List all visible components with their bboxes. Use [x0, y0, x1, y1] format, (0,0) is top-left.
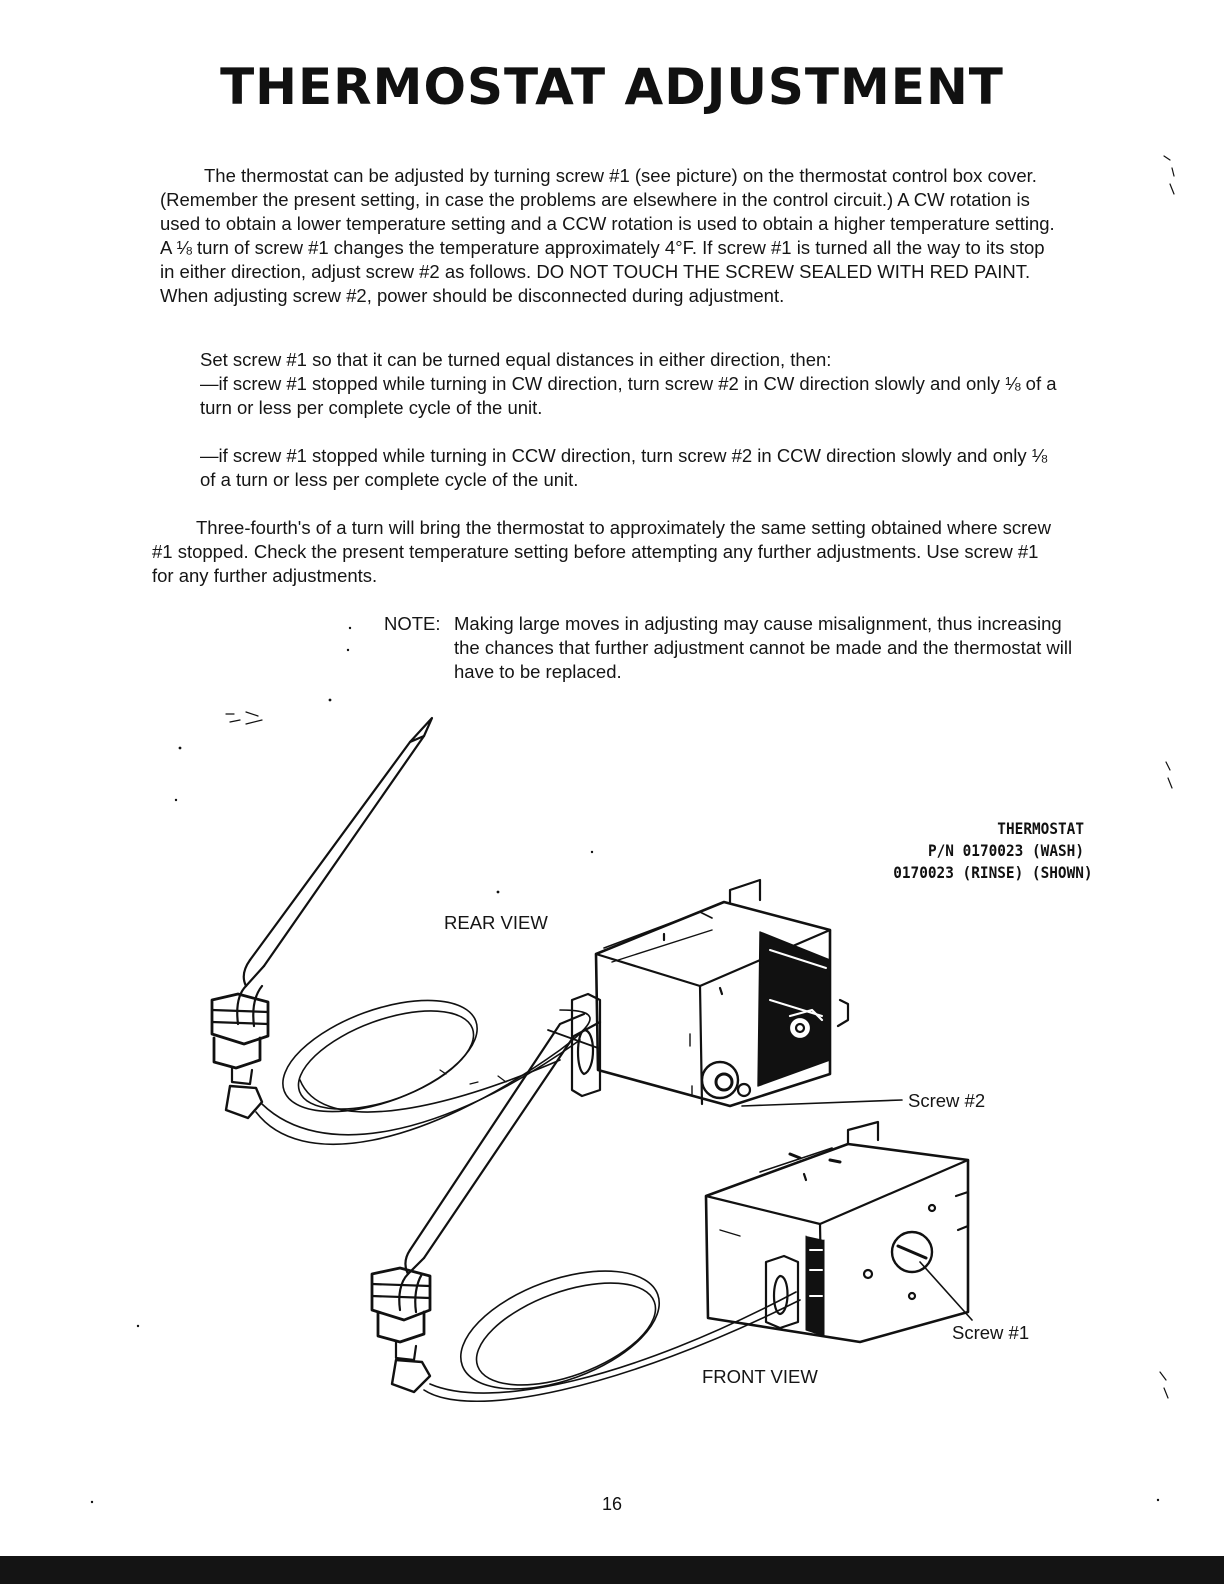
- rear-view-label: REAR VIEW: [444, 912, 548, 933]
- note-text: Making large moves in adjusting may cause misalignment, thus increasing the chances that further adjustment cannot be made and the thermostat will have to be replaced.: [454, 613, 1073, 682]
- scan-marks: [226, 156, 1174, 1398]
- summary-text: Three-fourth's of a turn will bring the thermostat to approximately the same setting obtained where screw #1 stopped. Check the present temperature setting before attempting any further adjustments. Use screw #1 for any further adjustments.: [152, 517, 1051, 586]
- rear-capillary-coil: [256, 978, 590, 1144]
- rear-thermostat-body: [548, 880, 848, 1106]
- rear-compression-fitting: [212, 994, 268, 1118]
- part-name: THERMOSTAT: [997, 819, 1084, 838]
- intro-text: The thermostat can be adjusted by turning screw #1 (see picture) on the thermostat control box cover. (Remember the present setting, in case the problems are elsewhere in the control circuit.) A CW rotation is used to obtain a lower temperature setting and a CCW rotation is used to obtain a higher temperature setting. A ⅛ turn of screw #1 changes the temperature approximately 4°F. If screw #1 is turned all the way to its stop in either direction, adjust screw #2 as follows. DO NOT TOUCH THE SCREW SEALED WITH RED PAINT. When adjusting screw #2, power should be disconnected during adjustment.: [160, 165, 1055, 306]
- procedure-step-setup: Set screw #1 so that it can be turned equal distances in either direction, then:: [200, 349, 832, 370]
- scan-edge-bar: [0, 1556, 1224, 1584]
- screw1-leader: [920, 1262, 972, 1320]
- page-title: THERMOSTAT ADJUSTMENT: [220, 58, 1004, 116]
- screw1-label: Screw #1: [952, 1322, 1030, 1343]
- scan-specks: [91, 627, 1159, 1503]
- front-view-label: FRONT VIEW: [702, 1366, 818, 1387]
- part-number-wash: P/N 0170023 (WASH): [927, 841, 1084, 860]
- part-number-block: [893, 818, 1093, 884]
- procedure-step-ccw: —if screw #1 stopped while turning in CCW direction, turn screw #2 in CCW direction slowly and only ⅛ of a turn or less per complete cycle of the unit.: [200, 445, 1048, 490]
- screw2-leader: [742, 1100, 902, 1106]
- note-label: NOTE:: [384, 613, 441, 634]
- page-number: 16: [601, 1494, 623, 1514]
- screw2-label: Screw #2: [908, 1090, 986, 1111]
- front-thermostat-body: [706, 1122, 968, 1342]
- part-number-rinse: 0170023 (RINSE) (SHOWN): [893, 863, 1093, 882]
- front-sensing-bulb: [399, 1014, 600, 1312]
- rear-sensing-bulb: [237, 718, 432, 1026]
- procedure-step-cw: —if screw #1 stopped while turning in CW direction, turn screw #2 in CW direction slowly and only ⅛ of a turn or less per complete cycle of the unit.: [200, 373, 1057, 418]
